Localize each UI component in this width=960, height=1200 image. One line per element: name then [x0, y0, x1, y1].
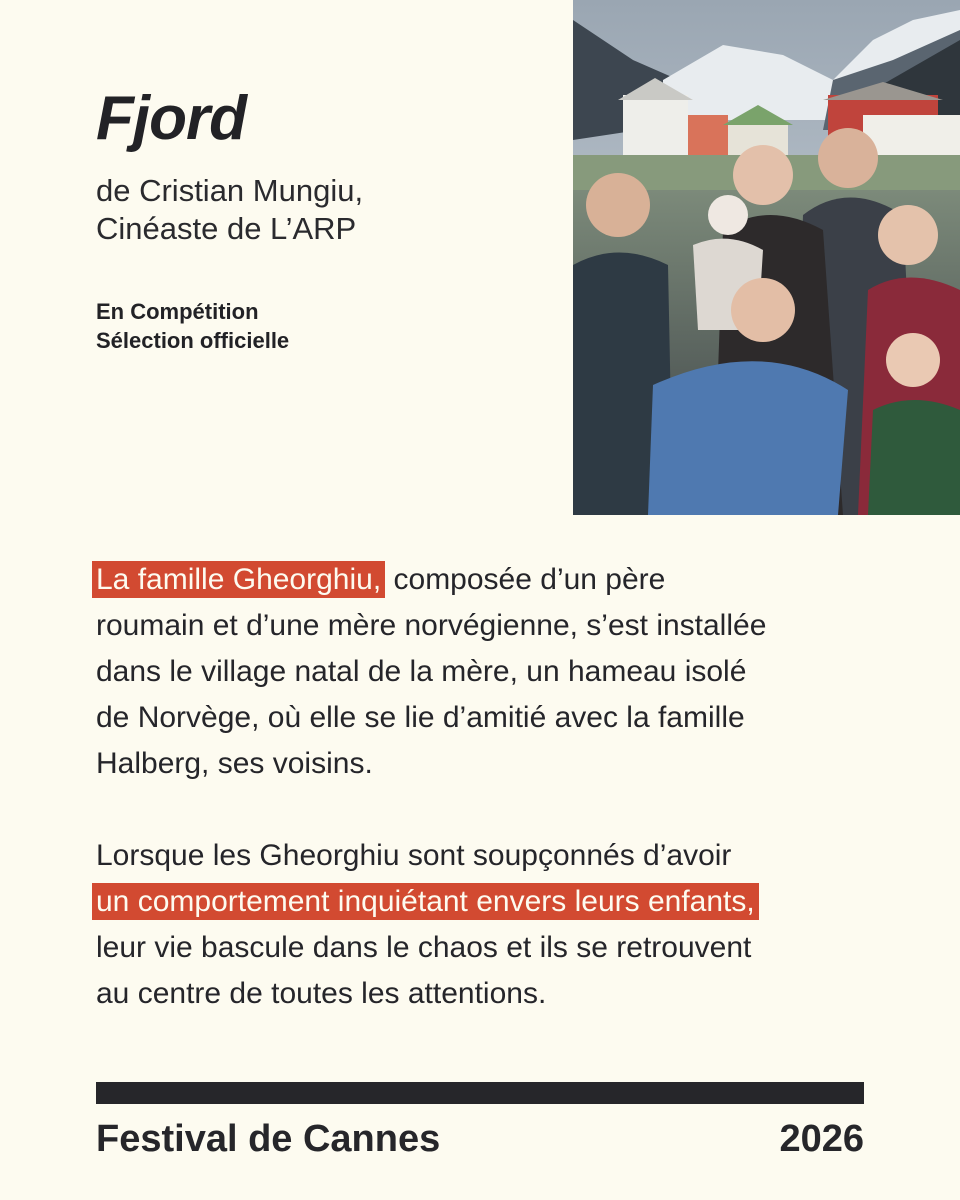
selection-label: Sélection officielle	[96, 328, 290, 353]
synopsis-line: leur vie bascule dans le chaos et ils se retrouvent	[96, 931, 752, 964]
synopsis-paragraph-2	[96, 833, 896, 1017]
footer-divider	[96, 1082, 864, 1104]
synopsis-line	[96, 557, 896, 603]
director-line: de Cristian Mungiu,	[96, 173, 364, 208]
selection-info	[96, 297, 289, 355]
film-still-photo	[573, 0, 960, 515]
synopsis-line: au centre de toutes les attentions.	[96, 977, 547, 1010]
affiliation-line: Cinéaste de L’ARP	[96, 211, 357, 246]
synopsis-line: de Norvège, où elle se lie d’amitié avec la famille	[96, 701, 745, 734]
highlight-family-name: La famille Gheorghiu,	[92, 561, 385, 598]
competition-label: En Compétition	[96, 299, 259, 324]
synopsis	[96, 557, 896, 1017]
film-credits	[96, 172, 363, 248]
synopsis-line: roumain et d’une mère norvégienne, s’est installée	[96, 609, 767, 642]
festival-year: 2026	[779, 1118, 864, 1160]
synopsis-line: Lorsque les Gheorghiu sont soupçonnés d’avoir	[96, 839, 732, 872]
synopsis-line: Halberg, ses voisins.	[96, 747, 373, 780]
film-title: Fjord	[96, 84, 246, 153]
synopsis-paragraph-1	[96, 557, 896, 787]
festival-name: Festival de Cannes	[96, 1118, 441, 1160]
synopsis-text: composée d’un père	[385, 563, 666, 596]
highlight-behaviour: un comportement inquiétant envers leurs enfants,	[92, 883, 759, 920]
synopsis-line	[96, 879, 896, 925]
synopsis-line: dans le village natal de la mère, un hameau isolé	[96, 655, 747, 688]
